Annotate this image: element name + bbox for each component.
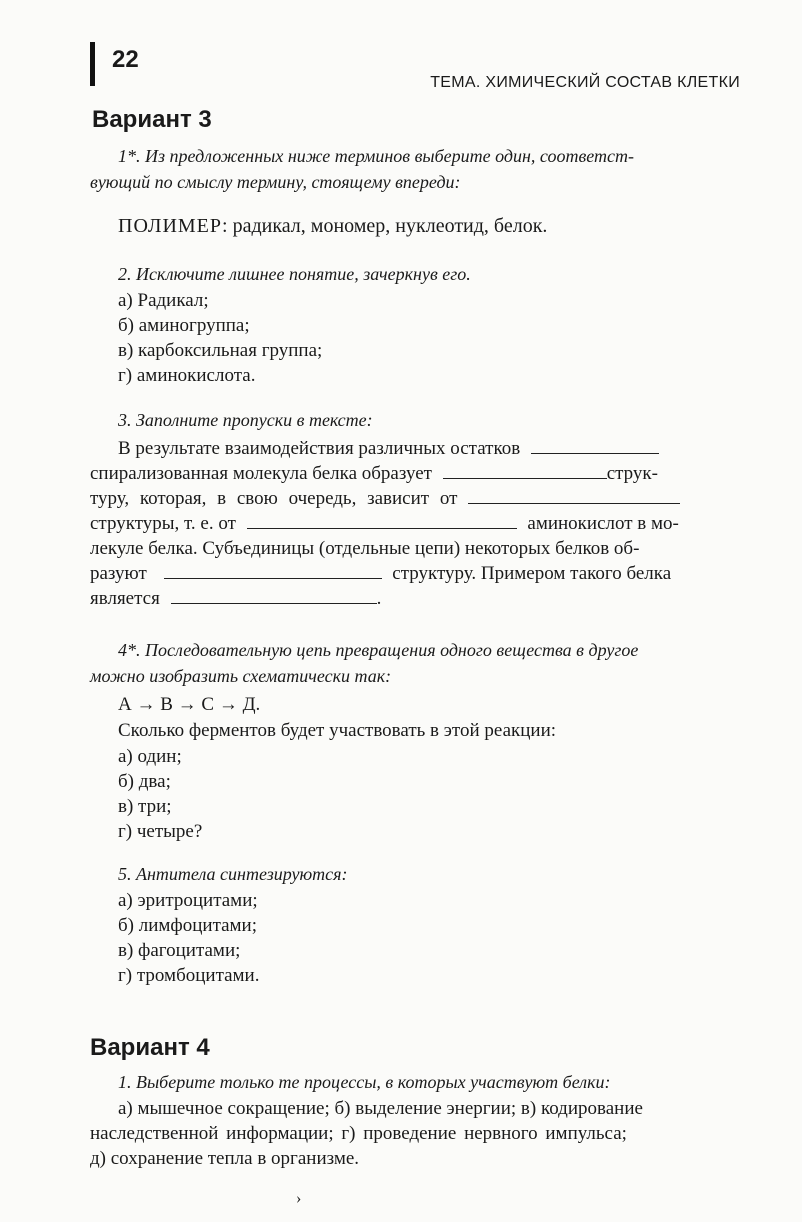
v3-q4-question: Сколько ферментов будет участвовать в этой реакции: bbox=[118, 720, 557, 741]
answer-blank[interactable] bbox=[531, 437, 659, 454]
v3-q3-line-3 bbox=[90, 486, 742, 511]
page-number: 22 bbox=[112, 46, 139, 73]
v3-q3-l4a: структуры, т. е. от bbox=[90, 513, 236, 534]
v3-q1-instruction bbox=[118, 144, 748, 169]
v3-q1-task bbox=[118, 214, 547, 239]
v3-q1-instruction-line-1: 1*. Из предложенных ниже терминов выберите один, соответст- bbox=[118, 146, 634, 166]
v3-q3-line-4 bbox=[90, 511, 742, 536]
v3-q4-scheme: А → В → С → Д. bbox=[118, 694, 261, 715]
v3-q3-line-2 bbox=[90, 461, 742, 486]
v4-q1-line-1: а) мышечное сокращение; б) выделение энергии; в) кодирование bbox=[118, 1098, 643, 1119]
v3-q3-line-7 bbox=[90, 586, 742, 611]
v3-q1-instruction-cont bbox=[90, 170, 750, 195]
list-item: в) карбоксильная группа; bbox=[118, 340, 323, 361]
answer-blank[interactable] bbox=[164, 562, 382, 579]
v3-q1-term: ПОЛИМЕР bbox=[118, 215, 223, 237]
running-head: ТЕМА. ХИМИЧЕСКИЙ СОСТАВ КЛЕТКИ bbox=[430, 74, 740, 91]
list-item: г) четыре? bbox=[118, 821, 203, 842]
answer-blank[interactable] bbox=[443, 462, 607, 479]
v3-q5-instruction: 5. Антитела синтезируются: bbox=[118, 864, 348, 884]
answer-blank[interactable] bbox=[468, 487, 680, 504]
v3-q4-list bbox=[118, 744, 202, 844]
list-item: г) тромбоцитами. bbox=[118, 965, 260, 986]
v3-q4-instruction-line-1: 4*. Последовательную цепь превращения одного вещества в другое bbox=[118, 640, 639, 660]
v3-q3-l6a: разуют bbox=[90, 563, 147, 584]
v3-q2-list bbox=[118, 288, 322, 388]
footer-mark: › bbox=[296, 1190, 302, 1207]
answer-blank[interactable] bbox=[171, 587, 377, 604]
v3-q3-l2a: спирализованная молекула белка образует bbox=[90, 463, 432, 484]
answer-blank[interactable] bbox=[247, 512, 517, 529]
v4-q1-line-3: д) сохранение тепла в организме. bbox=[90, 1148, 360, 1169]
v3-q3-line-5: лекуле белка. Субъединицы (отдельные цепи) некоторых белков об- bbox=[90, 538, 640, 559]
variant-4-title: Вариант 4 bbox=[90, 1034, 210, 1061]
v3-q3-line-6 bbox=[90, 561, 742, 586]
v3-q3-l6b: структуру. Примером такого белка bbox=[392, 563, 672, 584]
list-item: в) фагоцитами; bbox=[118, 940, 241, 961]
v3-q3-line-1 bbox=[90, 436, 742, 461]
v3-q4-instruction-line-2: можно изобразить схематически так: bbox=[90, 666, 392, 686]
list-item: б) аминогруппа; bbox=[118, 315, 250, 336]
v3-q3-l2b: струк- bbox=[606, 463, 658, 484]
v3-q5-list bbox=[118, 888, 259, 988]
v3-q3-instruction: 3. Заполните пропуски в тексте: bbox=[118, 410, 373, 430]
v3-q3-l4b: аминокислот в мо- bbox=[527, 513, 679, 534]
list-item: а) эритроцитами; bbox=[118, 890, 258, 911]
margin-bar bbox=[90, 42, 95, 86]
list-item: г) аминокислота. bbox=[118, 365, 256, 386]
list-item: в) три; bbox=[118, 796, 172, 817]
v3-q3-l3a: туру, которая, в свою очередь, зависит от bbox=[90, 488, 458, 509]
v3-q3-l1: В результате взаимодействия различных остатков bbox=[118, 438, 521, 459]
variant-3-title: Вариант 3 bbox=[92, 106, 212, 133]
list-item: б) лимфоцитами; bbox=[118, 915, 258, 936]
list-item: а) Радикал; bbox=[118, 290, 209, 311]
v3-q1-options: : радикал, мономер, нуклеотид, белок. bbox=[222, 215, 548, 237]
v3-q1-instruction-line-2: вующий по смыслу термину, стоящему впереди: bbox=[90, 172, 461, 192]
v4-q1-line-2: наследственной информации; г) проведение нервного импульса; bbox=[90, 1123, 627, 1144]
list-item: б) два; bbox=[118, 771, 171, 792]
v3-q3-l7a: является bbox=[90, 588, 160, 609]
v4-q1-text bbox=[90, 1096, 740, 1171]
v3-q3-text bbox=[90, 436, 742, 611]
v3-q3-l7b: . bbox=[376, 588, 382, 609]
v4-q1-instruction: 1. Выберите только те процессы, в которых участвуют белки: bbox=[118, 1072, 611, 1092]
list-item: а) один; bbox=[118, 746, 182, 767]
v3-q2-instruction: 2. Исключите лишнее понятие, зачеркнув его. bbox=[118, 264, 471, 284]
